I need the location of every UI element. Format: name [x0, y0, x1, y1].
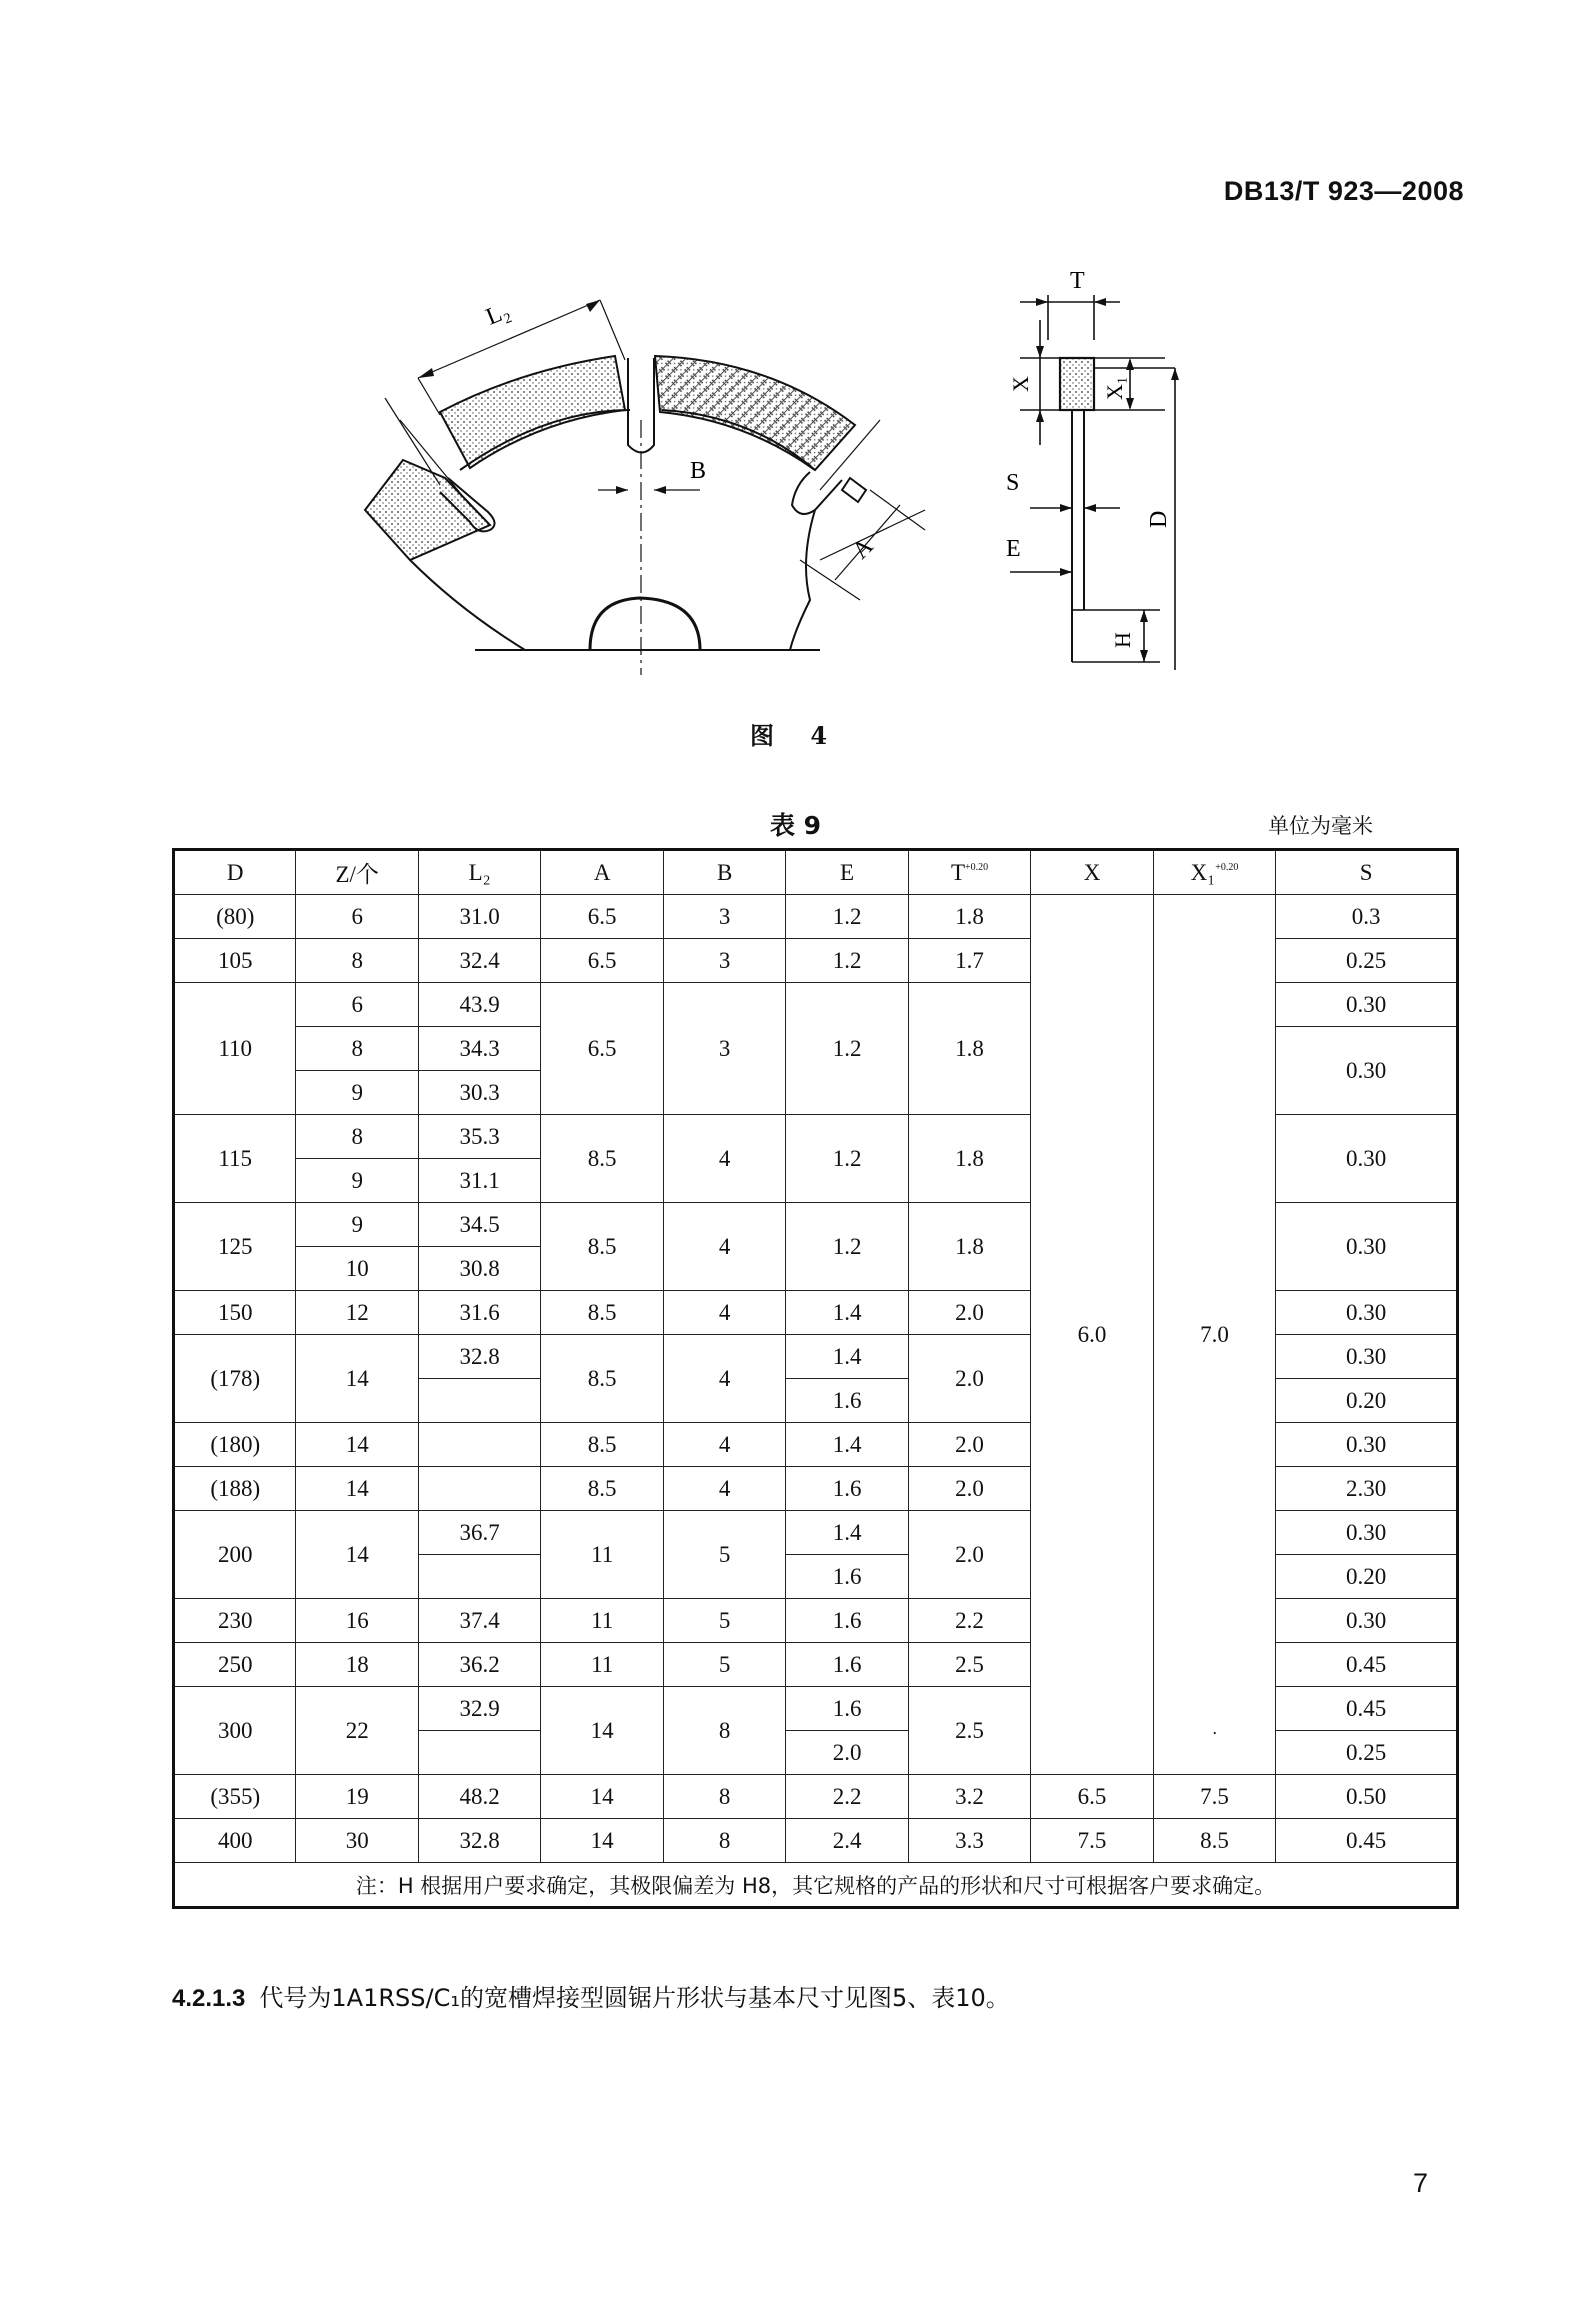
table-cell: 0.30 — [1276, 1291, 1458, 1335]
table-cell: 0.30 — [1276, 1423, 1458, 1467]
table-cell: 1.8 — [908, 983, 1030, 1115]
table-cell: 14 — [296, 1335, 418, 1423]
table-cell — [418, 1467, 540, 1511]
header-D: D — [174, 850, 296, 895]
table-cell: 2.2 — [908, 1599, 1030, 1643]
stray-mark: · — [1211, 1723, 1218, 1743]
table-cell: 110 — [174, 983, 296, 1115]
table-cell: 1.4 — [786, 1335, 908, 1379]
table-cell: 125 — [174, 1203, 296, 1291]
label-X: X — [1008, 376, 1033, 392]
table-cell: 1.7 — [908, 939, 1030, 983]
table-cell: 1.2 — [786, 1203, 908, 1291]
table-cell: 7.5 — [1031, 1819, 1153, 1863]
table-cell: 230 — [174, 1599, 296, 1643]
table-cell: 8 — [663, 1687, 785, 1775]
merged-X1: 7.0 · — [1153, 895, 1275, 1775]
table-cell: 9 — [296, 1071, 418, 1115]
table-cell: 4 — [663, 1203, 785, 1291]
table-cell: 2.0 — [786, 1731, 908, 1775]
table-cell: 9 — [296, 1203, 418, 1247]
table-cell: 2.30 — [1276, 1467, 1458, 1511]
merged-X: 6.0 — [1031, 895, 1153, 1775]
section-paragraph — [172, 1978, 1010, 2013]
table-cell: 0.30 — [1276, 1599, 1458, 1643]
table-cell: 11 — [541, 1511, 663, 1599]
table-cell: 32.9 — [418, 1687, 540, 1731]
table-cell: 37.4 — [418, 1599, 540, 1643]
table-cell: 0.30 — [1276, 983, 1458, 1027]
table-cell: 1.8 — [908, 1203, 1030, 1291]
table-cell: 5 — [663, 1643, 785, 1687]
table-cell: 30.8 — [418, 1247, 540, 1291]
table-row — [174, 1775, 1458, 1819]
table-cell: (80) — [174, 895, 296, 939]
table-cell: 8 — [296, 939, 418, 983]
table-cell: 32.4 — [418, 939, 540, 983]
table-cell: 1.8 — [908, 895, 1030, 939]
table-cell: 0.20 — [1276, 1379, 1458, 1423]
table-cell: 0.50 — [1276, 1775, 1458, 1819]
table-cell: 31.1 — [418, 1159, 540, 1203]
table-cell: 0.30 — [1276, 1511, 1458, 1555]
table-cell: 8.5 — [541, 1423, 663, 1467]
table-cell: 1.4 — [786, 1423, 908, 1467]
table-cell: 14 — [296, 1467, 418, 1511]
table-cell: 11 — [541, 1599, 663, 1643]
table-cell: 250 — [174, 1643, 296, 1687]
table-cell: 14 — [541, 1775, 663, 1819]
table-cell: 4 — [663, 1467, 785, 1511]
table-cell: 32.8 — [418, 1819, 540, 1863]
table-cell: 4 — [663, 1423, 785, 1467]
label-H: H — [1110, 632, 1135, 648]
table-cell: 0.45 — [1276, 1687, 1458, 1731]
label-S: S — [1006, 470, 1020, 496]
table-cell: 8.5 — [541, 1203, 663, 1291]
table-cell: 14 — [296, 1511, 418, 1599]
table-cell: 2.0 — [908, 1467, 1030, 1511]
table-cell: 34.5 — [418, 1203, 540, 1247]
table-cell: 1.6 — [786, 1379, 908, 1423]
table-cell: 1.2 — [786, 983, 908, 1115]
table-cell: (188) — [174, 1467, 296, 1511]
table-cell: 0.30 — [1276, 1115, 1458, 1203]
table-cell: 1.6 — [786, 1555, 908, 1599]
header-B: B — [663, 850, 785, 895]
table-cell: 8.5 — [541, 1467, 663, 1511]
table-cell: 1.6 — [786, 1687, 908, 1731]
table-cell: 10 — [296, 1247, 418, 1291]
label-E: E — [1006, 536, 1021, 562]
table-cell: 36.7 — [418, 1511, 540, 1555]
table-cell: 16 — [296, 1599, 418, 1643]
table-cell: 2.4 — [786, 1819, 908, 1863]
table-cell: 8.5 — [541, 1335, 663, 1423]
table-cell: 0.25 — [1276, 1731, 1458, 1775]
table-cell: 32.8 — [418, 1335, 540, 1379]
table-cell: 11 — [541, 1643, 663, 1687]
table-cell: 22 — [296, 1687, 418, 1775]
table-cell: 2.0 — [908, 1511, 1030, 1599]
table-cell: 300 — [174, 1687, 296, 1775]
table-cell — [418, 1731, 540, 1775]
table-cell: 6.5 — [541, 939, 663, 983]
table-row — [174, 895, 1458, 939]
table-cell: 30 — [296, 1819, 418, 1863]
table-cell: 31.6 — [418, 1291, 540, 1335]
table-cell: 0.45 — [1276, 1819, 1458, 1863]
table-cell: 19 — [296, 1775, 418, 1819]
table-cell: 8 — [296, 1115, 418, 1159]
table-cell: 6.5 — [1031, 1775, 1153, 1819]
table-cell: 5 — [663, 1511, 785, 1599]
table-cell: 3.3 — [908, 1819, 1030, 1863]
figure-caption: 图 4 — [749, 721, 842, 750]
table-cell: 30.3 — [418, 1071, 540, 1115]
table-cell: 36.2 — [418, 1643, 540, 1687]
spec-table — [172, 848, 1459, 1909]
page-number: 7 — [1412, 2168, 1428, 2198]
table-cell: 4 — [663, 1291, 785, 1335]
table-cell — [418, 1423, 540, 1467]
label-L2: L₂ — [482, 297, 514, 331]
table-cell: (180) — [174, 1423, 296, 1467]
table-cell: 5 — [663, 1599, 785, 1643]
table-cell: 4 — [663, 1335, 785, 1423]
label-T: T — [1070, 268, 1085, 294]
table-cell: 3 — [663, 895, 785, 939]
table-cell: 0.45 — [1276, 1643, 1458, 1687]
section-text: 代号为1A1RSS/C₁的宽槽焊接型圆锯片形状与基本尺寸见图5、表10。 — [259, 1984, 1010, 2012]
table-cell: 0.30 — [1276, 1027, 1458, 1115]
table-cell: 2.5 — [908, 1687, 1030, 1775]
document-code: DB13/T 923—2008 — [1223, 176, 1464, 206]
table-cell: 2.2 — [786, 1775, 908, 1819]
table-cell: (178) — [174, 1335, 296, 1423]
table-cell: 8 — [296, 1027, 418, 1071]
table-cell: 1.6 — [786, 1643, 908, 1687]
table-cell: 105 — [174, 939, 296, 983]
table-cell: 1.6 — [786, 1467, 908, 1511]
label-A: A — [847, 533, 879, 565]
table-cell: 200 — [174, 1511, 296, 1599]
table-cell: 6 — [296, 895, 418, 939]
table-cell — [418, 1555, 540, 1599]
table-unit: 单位为毫米 — [1268, 814, 1373, 838]
table-cell: 34.3 — [418, 1027, 540, 1071]
label-B: B — [690, 458, 707, 484]
segment-left — [365, 460, 490, 560]
header-L2: L₂ — [418, 850, 540, 895]
table-cell: 150 — [174, 1291, 296, 1335]
table-cell: 8 — [663, 1819, 785, 1863]
table-header-row — [174, 850, 1458, 895]
table-cell: 4 — [663, 1115, 785, 1203]
header-S: S — [1276, 850, 1458, 895]
table-cell: 1.4 — [786, 1291, 908, 1335]
table-cell: 0.30 — [1276, 1335, 1458, 1379]
label-X1: X₁ — [1102, 376, 1127, 400]
label-D: D — [1146, 510, 1172, 528]
table-cell — [418, 1379, 540, 1423]
table-cell: 1.2 — [786, 1115, 908, 1203]
table-cell: 31.0 — [418, 895, 540, 939]
table-cell: 2.0 — [908, 1291, 1030, 1335]
table-cell: 35.3 — [418, 1115, 540, 1159]
table-cell: 0.25 — [1276, 939, 1458, 983]
header-E: E — [786, 850, 908, 895]
blade-side-view — [1010, 295, 1175, 670]
header-X1: X₁$^{+0.20}$ — [1153, 850, 1275, 895]
table-cell: 8.5 — [541, 1115, 663, 1203]
table-cell: 43.9 — [418, 983, 540, 1027]
table-cell: 9 — [296, 1159, 418, 1203]
table-cell: 3.2 — [908, 1775, 1030, 1819]
table-cell: 14 — [541, 1819, 663, 1863]
table-cell: 3 — [663, 983, 785, 1115]
table-cell: 6 — [296, 983, 418, 1027]
table-cell: 6.5 — [541, 895, 663, 939]
table-note-row — [174, 1863, 1458, 1908]
table-cell: 1.8 — [908, 1115, 1030, 1203]
header-Z: Z/个 — [296, 850, 418, 895]
table-cell: 8 — [663, 1775, 785, 1819]
table-cell: 1.2 — [786, 939, 908, 983]
table-cell: 1.2 — [786, 895, 908, 939]
table-cell: 14 — [296, 1423, 418, 1467]
table-cell: 0.30 — [1276, 1203, 1458, 1291]
table-cell: 8.5 — [1153, 1819, 1275, 1863]
table-note: 注：H 根据用户要求确定，其极限偏差为 H8，其它规格的产品的形状和尺寸可根据客户要求确定。 — [174, 1863, 1458, 1908]
table-cell: 14 — [541, 1687, 663, 1775]
table-cell: 8.5 — [541, 1291, 663, 1335]
table-cell: 2.5 — [908, 1643, 1030, 1687]
table-cell: 0.3 — [1276, 895, 1458, 939]
header-T: $T^{+0.20}$ — [908, 850, 1030, 895]
table-cell: 1.4 — [786, 1511, 908, 1555]
table-cell: 7.5 — [1153, 1775, 1275, 1819]
segment-section — [1060, 358, 1094, 410]
table-cell: (355) — [174, 1775, 296, 1819]
table-cell: 400 — [174, 1819, 296, 1863]
blade-front-view — [365, 356, 866, 650]
table-cell: 2.0 — [908, 1423, 1030, 1467]
table-cell: 3 — [663, 939, 785, 983]
table-cell: 115 — [174, 1115, 296, 1203]
table-cell: 0.20 — [1276, 1555, 1458, 1599]
header-X: X — [1031, 850, 1153, 895]
section-number: 4.2.1.3 — [172, 1985, 246, 2012]
table-title: 表 9 — [769, 811, 822, 840]
table-cell: 6.5 — [541, 983, 663, 1115]
table-row — [174, 1819, 1458, 1863]
figure-4-drawing — [0, 0, 1591, 700]
table-cell: 18 — [296, 1643, 418, 1687]
table-cell: 12 — [296, 1291, 418, 1335]
table-cell: 48.2 — [418, 1775, 540, 1819]
table-cell: 2.0 — [908, 1335, 1030, 1423]
table-cell: 1.6 — [786, 1599, 908, 1643]
header-A: A — [541, 850, 663, 895]
